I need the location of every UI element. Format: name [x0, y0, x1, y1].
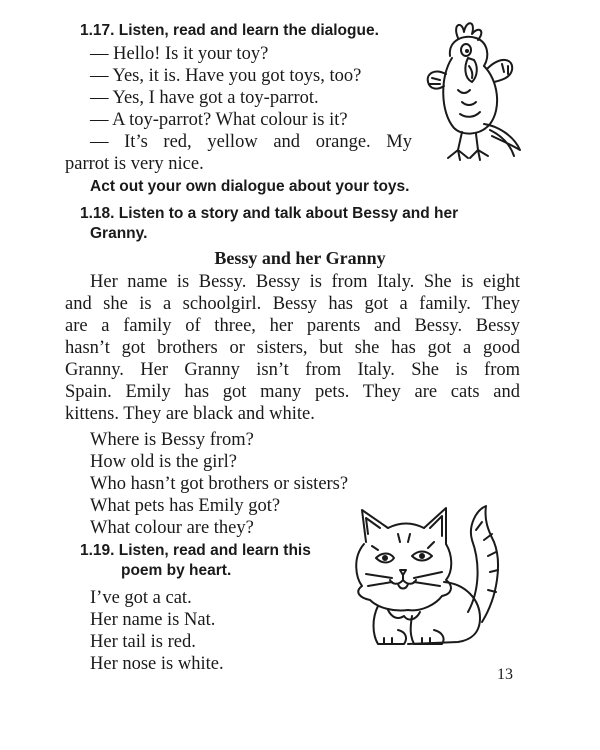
exercise-1-19-heading-line2: poem by heart. — [121, 562, 232, 579]
dialogue-line: — A toy-parrot? What colour is it? — [90, 110, 348, 130]
story-title: Bessy and her Granny — [214, 248, 386, 268]
story-line: Spain. Emily has got many pets. They are cats and — [65, 382, 520, 402]
story-line: Granny. Her Granny isn’t from Italy. She is from — [65, 360, 520, 380]
dialogue-line: — Yes, it is. Have you got toys, too? — [90, 66, 362, 86]
exercise-1-17-instruction: Act out your own dialogue about your toys. — [90, 178, 410, 195]
story-line: are a family of three, her parents and Bessy. Bessy — [65, 316, 520, 336]
dialogue-line: — Hello! Is it your toy? — [90, 44, 269, 64]
question: Who hasn’t got brothers or sisters? — [90, 474, 349, 494]
dialogue-line: parrot is very nice. — [65, 154, 204, 174]
story-line: and she is a schoolgirl. Bessy has got a family. They — [65, 294, 520, 314]
story-line: hasn’t got brothers or sisters, but she has got a good — [65, 338, 520, 358]
dialogue-line: — Yes, I have got a toy-parrot. — [90, 88, 319, 108]
exercise-1-17-heading: 1.17. Listen, read and learn the dialogue. — [80, 22, 379, 39]
poem-line: Her name is Nat. — [90, 610, 216, 630]
cat-illustration — [348, 500, 518, 655]
exercise-1-19-heading-line1: 1.19. Listen, read and learn this — [80, 542, 311, 559]
page-number: 13 — [497, 666, 513, 683]
question: What colour are they? — [90, 518, 254, 538]
exercise-1-18-heading-line2: Granny. — [90, 225, 148, 242]
story-line: Her name is Bessy. Bessy is from Italy. She is eight — [90, 272, 520, 292]
story-line: kittens. They are black and white. — [65, 404, 315, 424]
dialogue-line: — It’s red, yellow and orange. My — [90, 132, 412, 152]
exercise-1-18-heading-line1: 1.18. Listen to a story and talk about Bessy and her — [80, 205, 459, 222]
question: What pets has Emily got? — [90, 496, 281, 516]
question: Where is Bessy from? — [90, 430, 254, 450]
poem-line: Her nose is white. — [90, 654, 224, 674]
parrot-illustration — [418, 16, 528, 166]
poem-line: I’ve got a cat. — [90, 588, 192, 608]
poem-line: Her tail is red. — [90, 632, 196, 652]
question: How old is the girl? — [90, 452, 237, 472]
